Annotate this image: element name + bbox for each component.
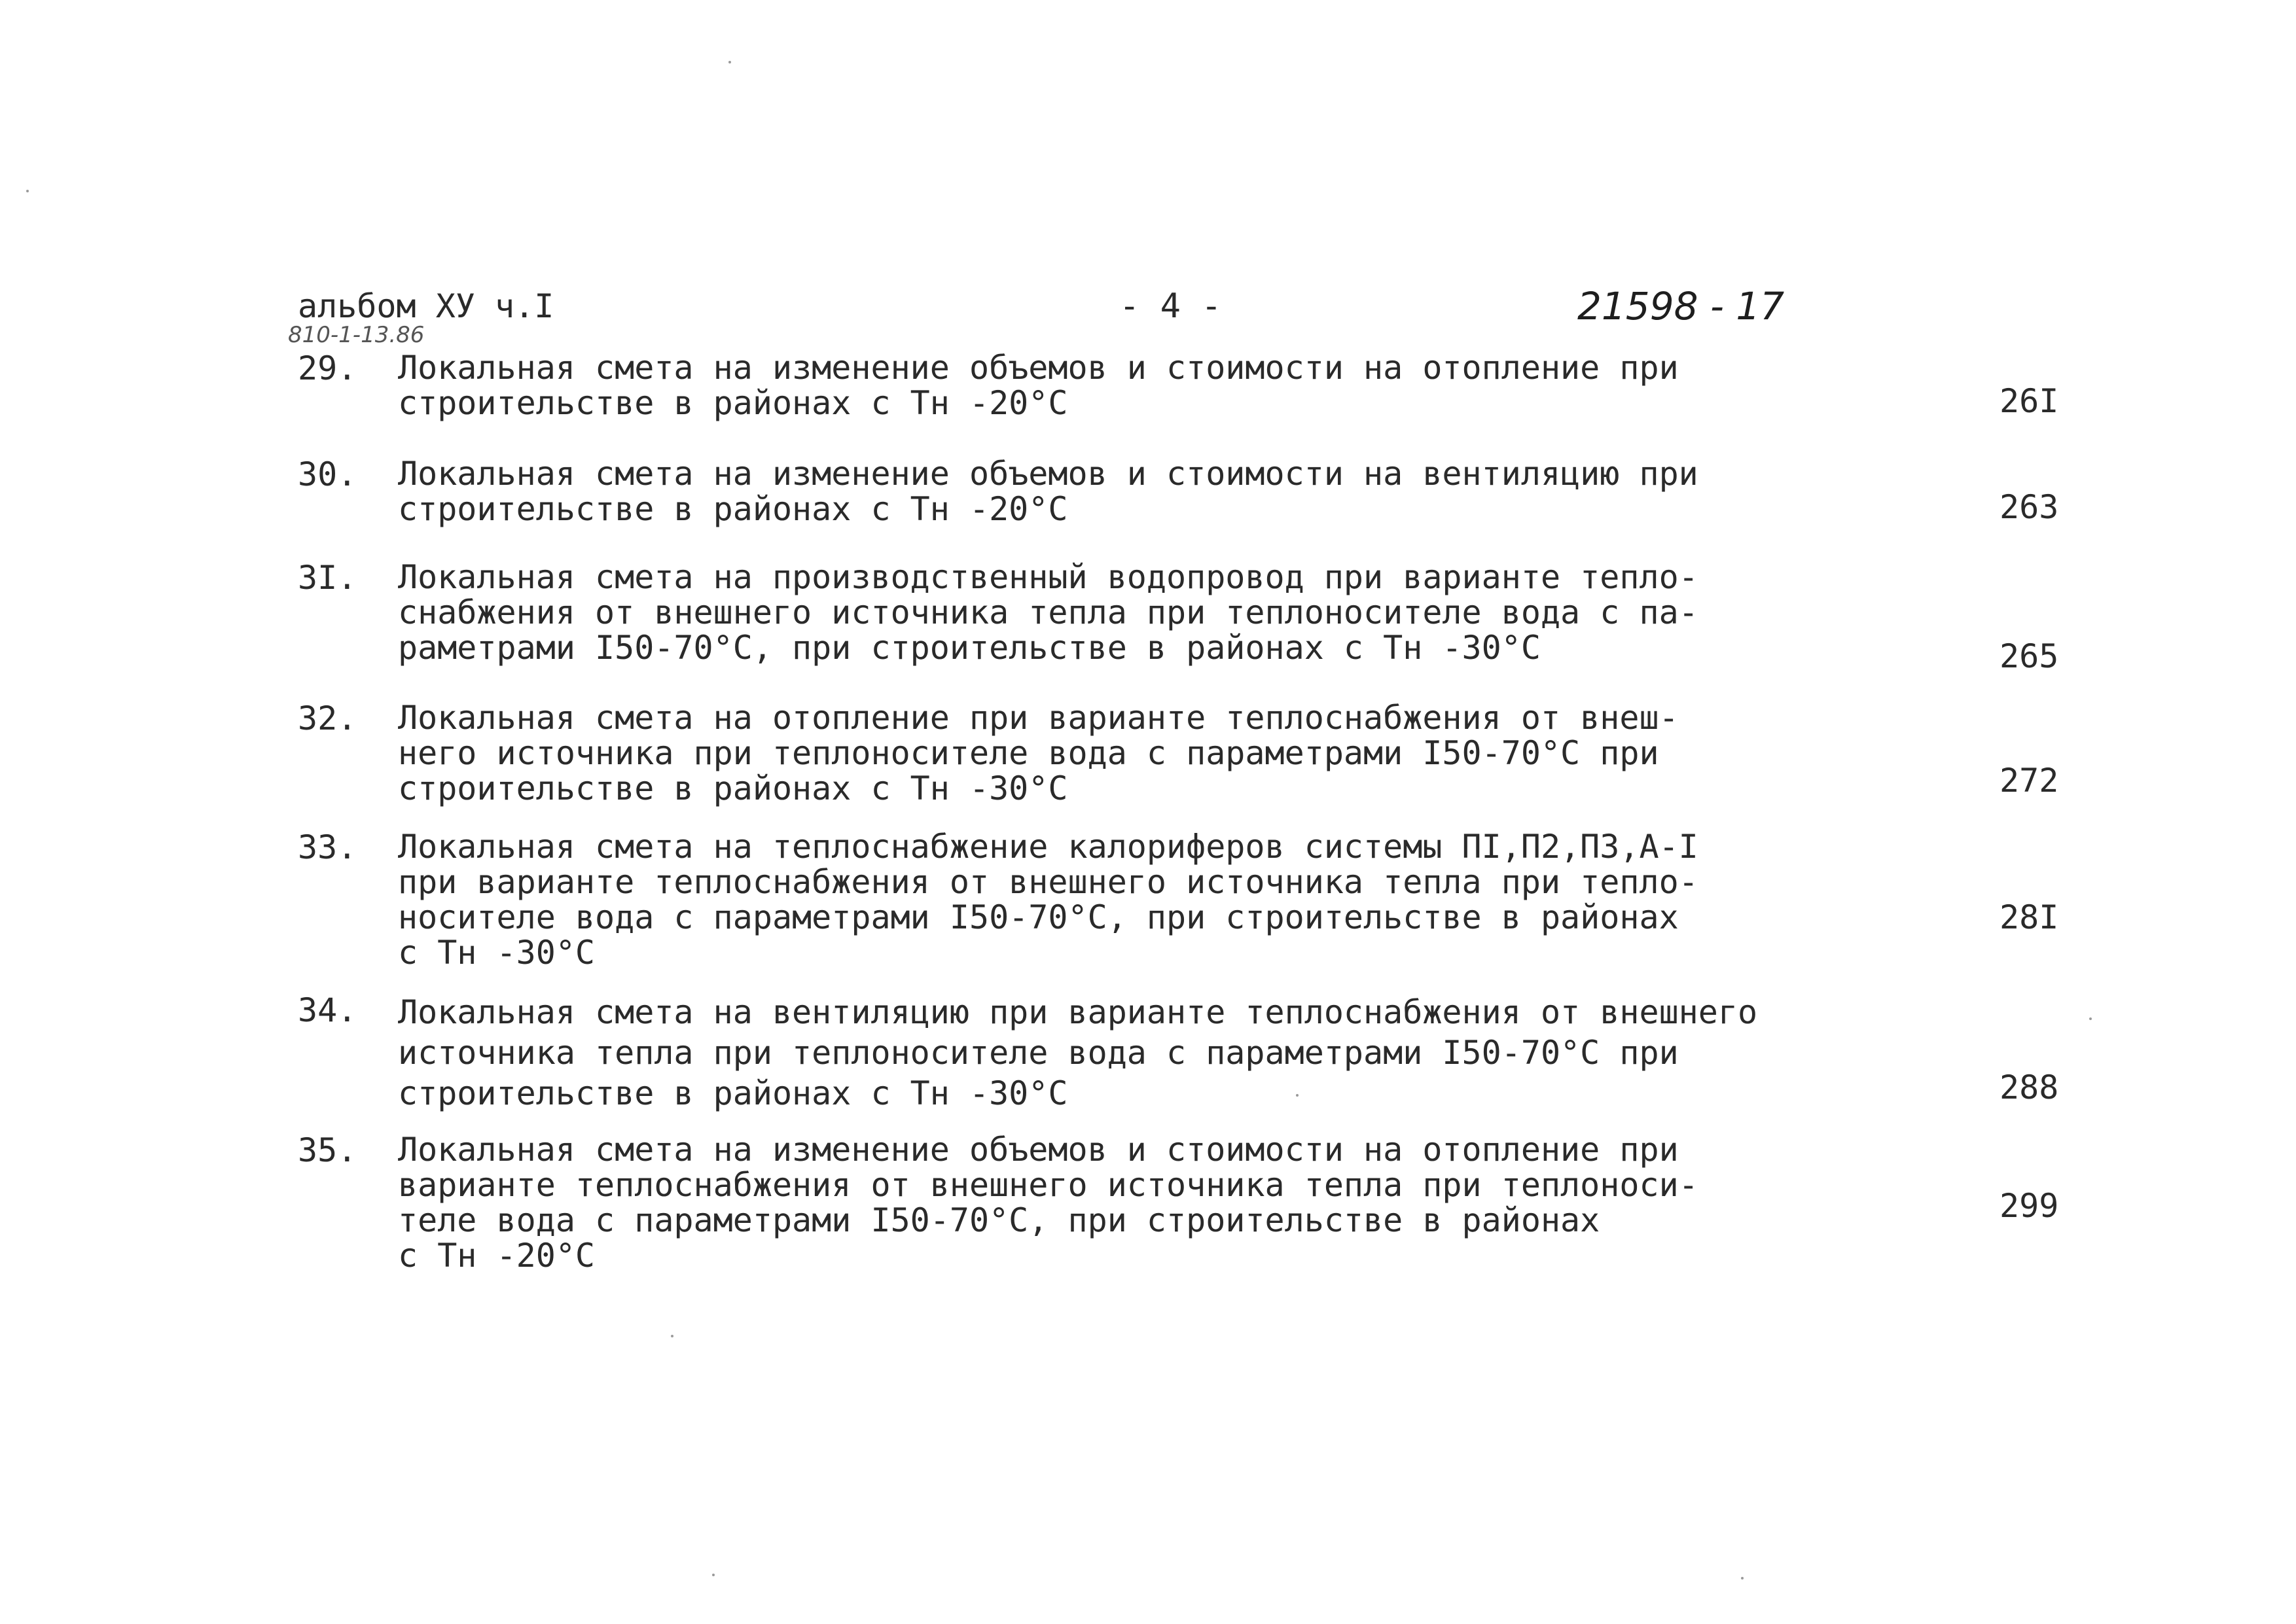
entry-number: 35. xyxy=(298,1131,357,1169)
entry-page-ref: 28I xyxy=(2000,898,2059,936)
entry-number: 34. xyxy=(298,991,357,1029)
entry-number: 32. xyxy=(298,699,357,737)
scan-speck xyxy=(26,190,29,192)
entry-line: Локальная смета на вентиляцию при варианте теплоснабжения от внешнего xyxy=(398,993,1758,1031)
entry-page-ref: 265 xyxy=(2000,637,2059,675)
entry-text xyxy=(398,992,2060,1114)
page-number: - 4 - xyxy=(1119,287,1222,326)
entry-line: него источника при теплоносителе вода с параметрами I50-70°С при xyxy=(398,734,1659,772)
entry-line: строительстве в районах с Тн -30°С xyxy=(398,769,1068,807)
entry-page-ref: 299 xyxy=(2000,1187,2059,1225)
entry-line: строительстве в районах с Тн -20°С xyxy=(398,384,1068,422)
scan-speck xyxy=(671,1335,673,1337)
entry-text xyxy=(398,1132,2060,1273)
entry-line: с Тн -20°С xyxy=(398,1237,596,1275)
entry-line: раметрами I50-70°С, при строительстве в районах с Тн -30°С xyxy=(398,629,1541,667)
entry-number: 33. xyxy=(298,828,357,866)
entry-page-ref: 26I xyxy=(2000,382,2059,420)
entry-line: Локальная смета на отопление при варианте теплоснабжения от внеш- xyxy=(398,699,1679,737)
entry-line: Локальная смета на производственный водопровод при варианте тепло- xyxy=(398,558,1698,596)
entry-line: носителе вода с параметрами I50-70°С, при строительстве в районах xyxy=(398,898,1679,936)
entry-number: 29. xyxy=(298,349,357,387)
scan-speck xyxy=(1741,1577,1744,1580)
entry-text xyxy=(398,829,2060,970)
entry-line: строительстве в районах с Тн -30°С xyxy=(398,1074,1068,1112)
entry-line: снабжения от внешнего источника тепла при теплоносителе вода с па- xyxy=(398,593,1698,631)
entry-line: строительстве в районах с Тн -20°С xyxy=(398,490,1068,528)
entry-line: источника тепла при теплоносителе вода с параметрами I50-70°С при xyxy=(398,1034,1679,1072)
handwritten-code: 810-1-13.86 xyxy=(288,322,425,348)
entry-line: Локальная смета на изменение объемов и стоимости на отопление при xyxy=(398,1131,1679,1169)
entry-line: варианте теплоснабжения от внешнего источника тепла при теплоноси- xyxy=(398,1166,1698,1204)
scan-speck xyxy=(728,61,731,63)
entry-line: теле вода с параметрами I50-70°С, при строительстве в районах xyxy=(398,1201,1600,1239)
entry-number: 30. xyxy=(298,455,357,493)
document-number: 21598 - 17 xyxy=(1577,284,1785,328)
entry-text xyxy=(398,456,2060,527)
entry-text xyxy=(398,700,2060,806)
entry-line: с Тн -30°С xyxy=(398,934,596,972)
entry-line: Локальная смета на изменение объемов и стоимости на вентиляцию при xyxy=(398,455,1698,493)
scan-speck xyxy=(2089,1017,2092,1020)
entry-line: Локальная смета на теплоснабжение калориферов системы ПI,П2,П3,А-I xyxy=(398,828,1698,866)
scan-speck xyxy=(1296,1094,1299,1097)
entry-text xyxy=(398,350,2060,421)
entry-text xyxy=(398,559,2060,665)
entry-line: при варианте теплоснабжения от внешнего источника тепла при тепло- xyxy=(398,863,1698,901)
entry-line: Локальная смета на изменение объемов и стоимости на отопление при xyxy=(398,349,1679,387)
album-label: альбом ХУ ч.I xyxy=(298,287,554,325)
entry-page-ref: 272 xyxy=(2000,762,2059,800)
scan-speck xyxy=(712,1574,715,1576)
entry-page-ref: 263 xyxy=(2000,488,2059,526)
entry-page-ref: 288 xyxy=(2000,1068,2059,1106)
entry-number: 3I. xyxy=(298,559,357,597)
